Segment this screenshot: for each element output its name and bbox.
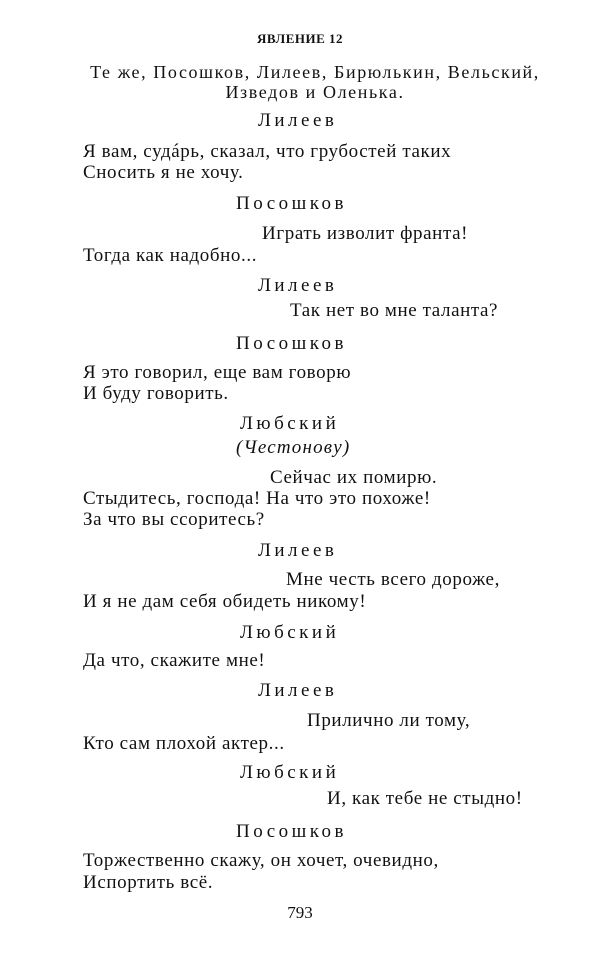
verse-line: Тогда как надобно... [83,245,258,266]
verse-line: Играть изволит франта! [262,223,469,244]
scene-title: ЯВЛЕНИЕ 12 [256,31,344,46]
speaker-name: Посошков [236,821,347,842]
speaker-name: Лилеев [258,540,338,561]
verse-line: Прилично ли тому, [307,710,471,731]
speaker-name: Лилеев [258,680,338,701]
speaker-name: Посошков [236,333,347,354]
verse-line: Да что, скажите мне! [83,650,266,671]
verse-line: Я вам, судáрь, сказал, что грубостей таких [83,141,452,162]
speaker-name: Лилеев [258,110,338,131]
verse-line: И, как тебе не стыдно! [327,788,523,809]
speaker-name: Лилеев [258,275,338,296]
cast-list-line-1: Те же, Посошков, Лилеев, Бирюлькин, Вельский, [90,62,540,82]
verse-line: Торжественно скажу, он хочет, очевидно, [83,850,439,871]
verse-line: Я это говорил, еще вам говорю [83,362,352,383]
page-number: 793 [287,903,313,922]
speaker-name: Любский [240,762,340,783]
verse-line: Испортить всё. [83,872,214,893]
verse-line: За что вы ссоритесь? [83,509,265,530]
verse-line: Так нет во мне таланта? [290,300,499,321]
verse-line: И я не дам себя обидеть никому! [83,591,367,612]
speaker-name: Любский [240,413,340,434]
verse-line: Сносить я не хочу. [83,162,244,183]
speaker-name: Любский [240,622,340,643]
stage-direction: (Честонову) [236,437,351,458]
verse-line: Кто сам плохой актер... [83,733,285,754]
verse-line: Сейчас их помирю. [270,467,438,488]
verse-line: Стыдитесь, господа! На что это похоже! [83,488,431,509]
speaker-name: Посошков [236,193,347,214]
verse-line: Мне честь всего дороже, [286,569,500,590]
cast-list-line-2: Изведов и Оленька. [225,82,405,102]
verse-line: И буду говорить. [83,383,229,404]
